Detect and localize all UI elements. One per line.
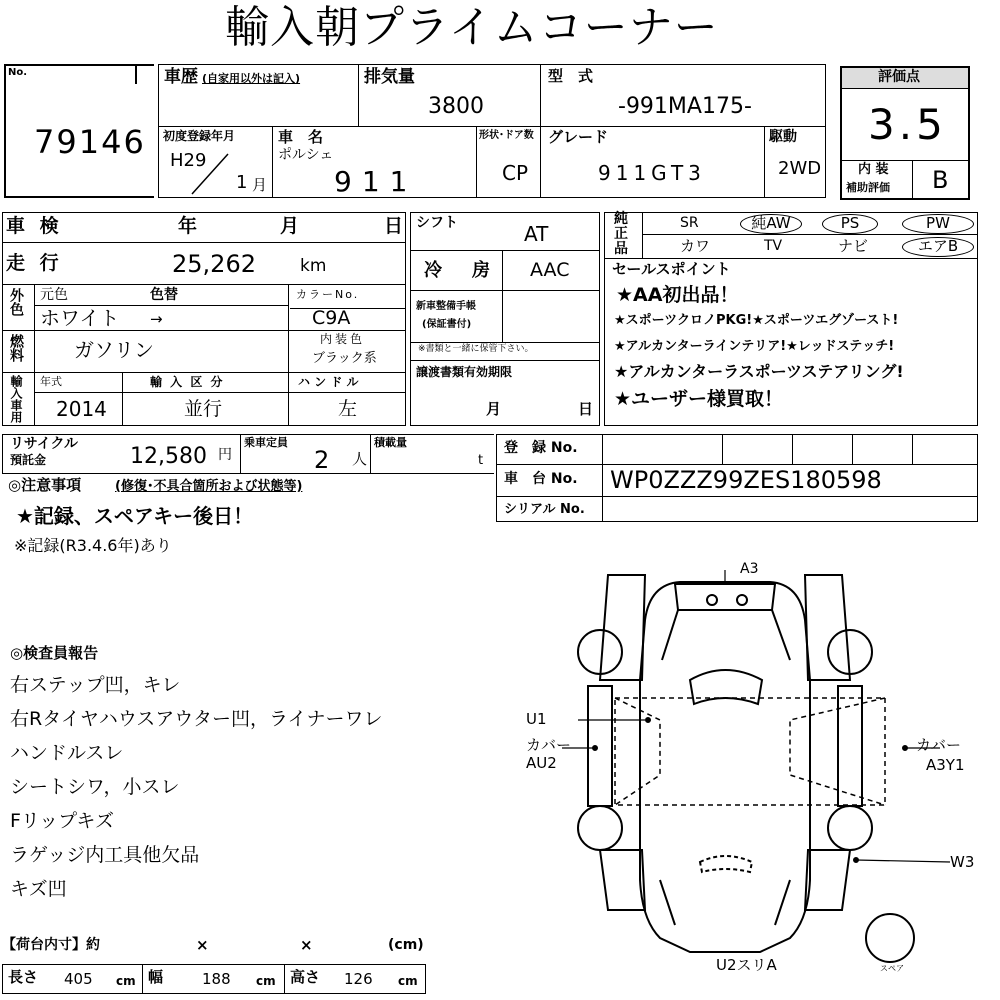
wheel-rear-right — [828, 806, 872, 850]
inspection-label: 車 検 — [6, 215, 63, 237]
right-rear-panel — [805, 850, 850, 910]
serial-label: シリアル No. — [504, 502, 585, 517]
import-class-label: 輸 入 区 分 — [150, 375, 225, 389]
exterior-label: 外色 — [8, 288, 24, 316]
right-front-door — [805, 575, 850, 680]
interior-color-label: 内装色 — [320, 332, 366, 346]
cargo-x2: × — [300, 936, 313, 954]
car-name-value: 911 — [334, 165, 418, 198]
mileage-unit: km — [300, 256, 327, 276]
rating-label: 評価点 — [878, 69, 920, 85]
car-diagram — [500, 560, 980, 980]
notes-label-sub: (修復･不具合箇所および状態等) — [115, 479, 303, 494]
inspection-year: 年 — [178, 215, 198, 237]
exterior-change-label: 色替 — [150, 287, 178, 303]
sales-point-3: ★アルカンターラインテリア!★レッドステッチ! — [614, 339, 895, 354]
front-bumper — [675, 584, 775, 610]
equip-label-3: 品 — [614, 241, 628, 257]
cargo-length-unit: cm — [116, 974, 136, 988]
inspection-month: 月 — [280, 215, 300, 237]
left-front-door — [600, 575, 645, 680]
first-reg-month-unit: 月 — [252, 176, 268, 194]
recycle-label-2: 預託金 — [10, 453, 47, 467]
displacement-label: 排気量 — [364, 67, 415, 87]
shift-label: シフト — [416, 215, 458, 231]
no-value: 79146 — [34, 123, 146, 161]
transfer-docs-month: 月 — [486, 400, 502, 418]
exterior-orig-label: 元色 — [40, 287, 68, 303]
service-book-note: ※書類と一緒に保管下さい。 — [418, 344, 534, 354]
cargo-height-value: 126 — [344, 970, 373, 988]
import-handle-value: 左 — [338, 398, 358, 420]
sales-point-1: ★AA初出品！ — [616, 284, 739, 306]
rating-value: 3.5 — [868, 100, 947, 149]
equip-pw: PW — [902, 214, 974, 234]
equip-tv: TV — [764, 238, 783, 254]
grade-value: 911GT3 — [598, 161, 706, 185]
sales-point-5: ★ユーザー様買取！ — [614, 388, 784, 410]
load-label: 積載量 — [374, 436, 407, 449]
cargo-unit: (cm) — [388, 937, 424, 953]
service-book-label1: 新車整備手帳 — [416, 301, 476, 312]
displacement-value: 3800 — [428, 94, 484, 119]
fuel-label: 燃料 — [8, 334, 24, 362]
inspection-day: 日 — [384, 215, 404, 237]
cargo-width-label: 幅 — [148, 968, 164, 986]
cargo-length-value: 405 — [64, 970, 93, 988]
equip-leather: カワ — [680, 237, 711, 255]
notes-line-1: ★記録、スペアキー後日！ — [16, 504, 254, 528]
car-name-maker: ポルシェ — [278, 147, 334, 163]
recycle-unit: 円 — [218, 447, 232, 463]
notes-line-2: ※記録(R3.4.6年)あり — [14, 536, 172, 555]
cargo-x1: × — [196, 936, 209, 954]
transfer-docs-day: 日 — [578, 400, 594, 418]
first-reg-slash — [190, 150, 230, 196]
capacity-value: 2 — [314, 446, 330, 474]
diagram-cover-left: カバー — [526, 736, 572, 754]
aircon-label: 冷 房 — [424, 260, 496, 281]
load-unit: t — [478, 453, 484, 468]
diagram-au2: AU2 — [526, 754, 557, 772]
front-light-right — [737, 595, 747, 605]
registration-label: 登 録 No. — [504, 440, 578, 456]
page-title: 輸入朝プライムコーナー — [225, 2, 719, 53]
sales-point-4: ★アルカンターラスポーツステアリング! — [614, 362, 904, 381]
first-reg-month: 1 — [236, 172, 248, 193]
no-label: No. — [8, 67, 28, 78]
equip-label-2: 正 — [614, 226, 628, 242]
drive-value: 2WD — [778, 158, 822, 179]
transfer-docs-label: 譲渡書類有効期限 — [416, 365, 513, 379]
grade-label: グレード — [548, 128, 609, 146]
import-label: 輸入車用 — [9, 375, 23, 423]
import-year-value: 2014 — [56, 397, 107, 421]
equip-navi: ナビ — [838, 237, 869, 255]
diagram-a3: A3 — [740, 561, 759, 577]
interior-label-1: 内 装 — [858, 162, 889, 177]
cargo-label: 【荷台内寸】約 — [2, 937, 100, 953]
service-book-label2: (保証書付) — [422, 319, 472, 330]
model-type-value: -991MA175- — [618, 94, 752, 119]
mileage-value: 25,262 — [172, 250, 256, 278]
diagram-u1: U1 — [526, 710, 547, 728]
inspector-line-3: ハンドルスレ — [10, 742, 124, 764]
sales-point-2: ★スポーツクロノPKG!★スポーツエグゾースト! — [614, 313, 899, 328]
inspector-line-6: ラゲッジ内工具他欠品 — [10, 844, 200, 866]
left-sill — [588, 686, 612, 806]
body-label: 形状･ドア数 — [479, 130, 534, 141]
inspector-line-7: キズ凹 — [10, 878, 67, 900]
exterior-arrow: → — [150, 310, 163, 328]
notes-label: ◎注意事項 — [8, 476, 82, 494]
capacity-unit: 人 — [352, 450, 368, 468]
color-no-value: C9A — [312, 307, 351, 329]
inspector-line-4: シートシワ，小スレ — [10, 776, 180, 798]
cargo-height-unit: cm — [398, 974, 418, 988]
car-name-label: 車 名 — [278, 128, 324, 146]
diagram-u2: U2スリA — [716, 956, 777, 974]
interior-value: B — [932, 166, 949, 194]
diagram-cover-right: カバー — [916, 736, 962, 754]
first-reg-year: H29 — [170, 150, 207, 171]
equip-ps: PS — [822, 214, 878, 234]
import-handle-label: ハ ン ド ル — [298, 375, 359, 389]
color-no-label: カラーNo. — [296, 288, 360, 301]
capacity-label: 乗車定員 — [244, 436, 288, 449]
interior-label-2: 補助評価 — [846, 181, 890, 194]
interior-color-value: ブラック系 — [312, 351, 377, 366]
front-light-left — [707, 595, 717, 605]
history-label: 車歴 — [164, 67, 198, 87]
diagram-spare: スペア — [880, 964, 904, 973]
diagram-a3y1: A3Y1 — [926, 756, 965, 774]
drive-label: 駆動 — [769, 129, 797, 145]
import-class-value: 並行 — [184, 398, 223, 420]
inspector-line-2: 右Rタイヤハウスアウター凹，ライナーワレ — [10, 708, 383, 730]
equip-label-1: 純 — [614, 211, 628, 227]
cargo-width-value: 188 — [202, 970, 231, 988]
cargo-width-unit: cm — [256, 974, 276, 988]
equip-sr: SR — [680, 215, 699, 231]
first-reg-label: 初度登録年月 — [163, 129, 236, 143]
floor-dashed — [615, 698, 885, 805]
inspector-label: ◎検査員報告 — [10, 644, 99, 662]
recycle-label-1: リサイクル — [10, 436, 79, 452]
mileage-label: 走 行 — [6, 252, 63, 274]
spare-tire — [866, 914, 914, 962]
aircon-value: AAC — [530, 259, 570, 281]
windshield — [690, 670, 762, 704]
diagram-w3: W3 — [950, 853, 975, 871]
rear-window — [700, 856, 752, 872]
equip-aw: 純AW — [740, 214, 802, 234]
inspector-line-5: Fリップキズ — [10, 810, 115, 832]
sales-points-label: セールスポイント — [612, 260, 731, 278]
shift-value: AT — [524, 222, 549, 246]
chassis-value: WP0ZZZ99ZES180598 — [610, 466, 882, 494]
model-type-label: 型 式 — [548, 67, 594, 85]
history-note: (自家用以外は記入) — [202, 72, 301, 85]
import-year-label: 年式 — [40, 375, 62, 388]
exterior-orig-value: ホワイト — [40, 306, 120, 330]
recycle-value: 12,580 — [130, 444, 207, 469]
fuel-value: ガソリン — [74, 338, 154, 362]
chassis-label: 車 台 No. — [504, 471, 578, 487]
equip-airbag: エアB — [902, 237, 974, 257]
cargo-length-label: 長さ — [8, 968, 39, 986]
body-value: CP — [502, 161, 529, 185]
left-rear-panel — [600, 850, 645, 910]
cargo-height-label: 高さ — [290, 968, 321, 986]
wheel-rear-left — [578, 806, 622, 850]
inspector-line-1: 右ステップ凹，キレ — [10, 674, 181, 696]
